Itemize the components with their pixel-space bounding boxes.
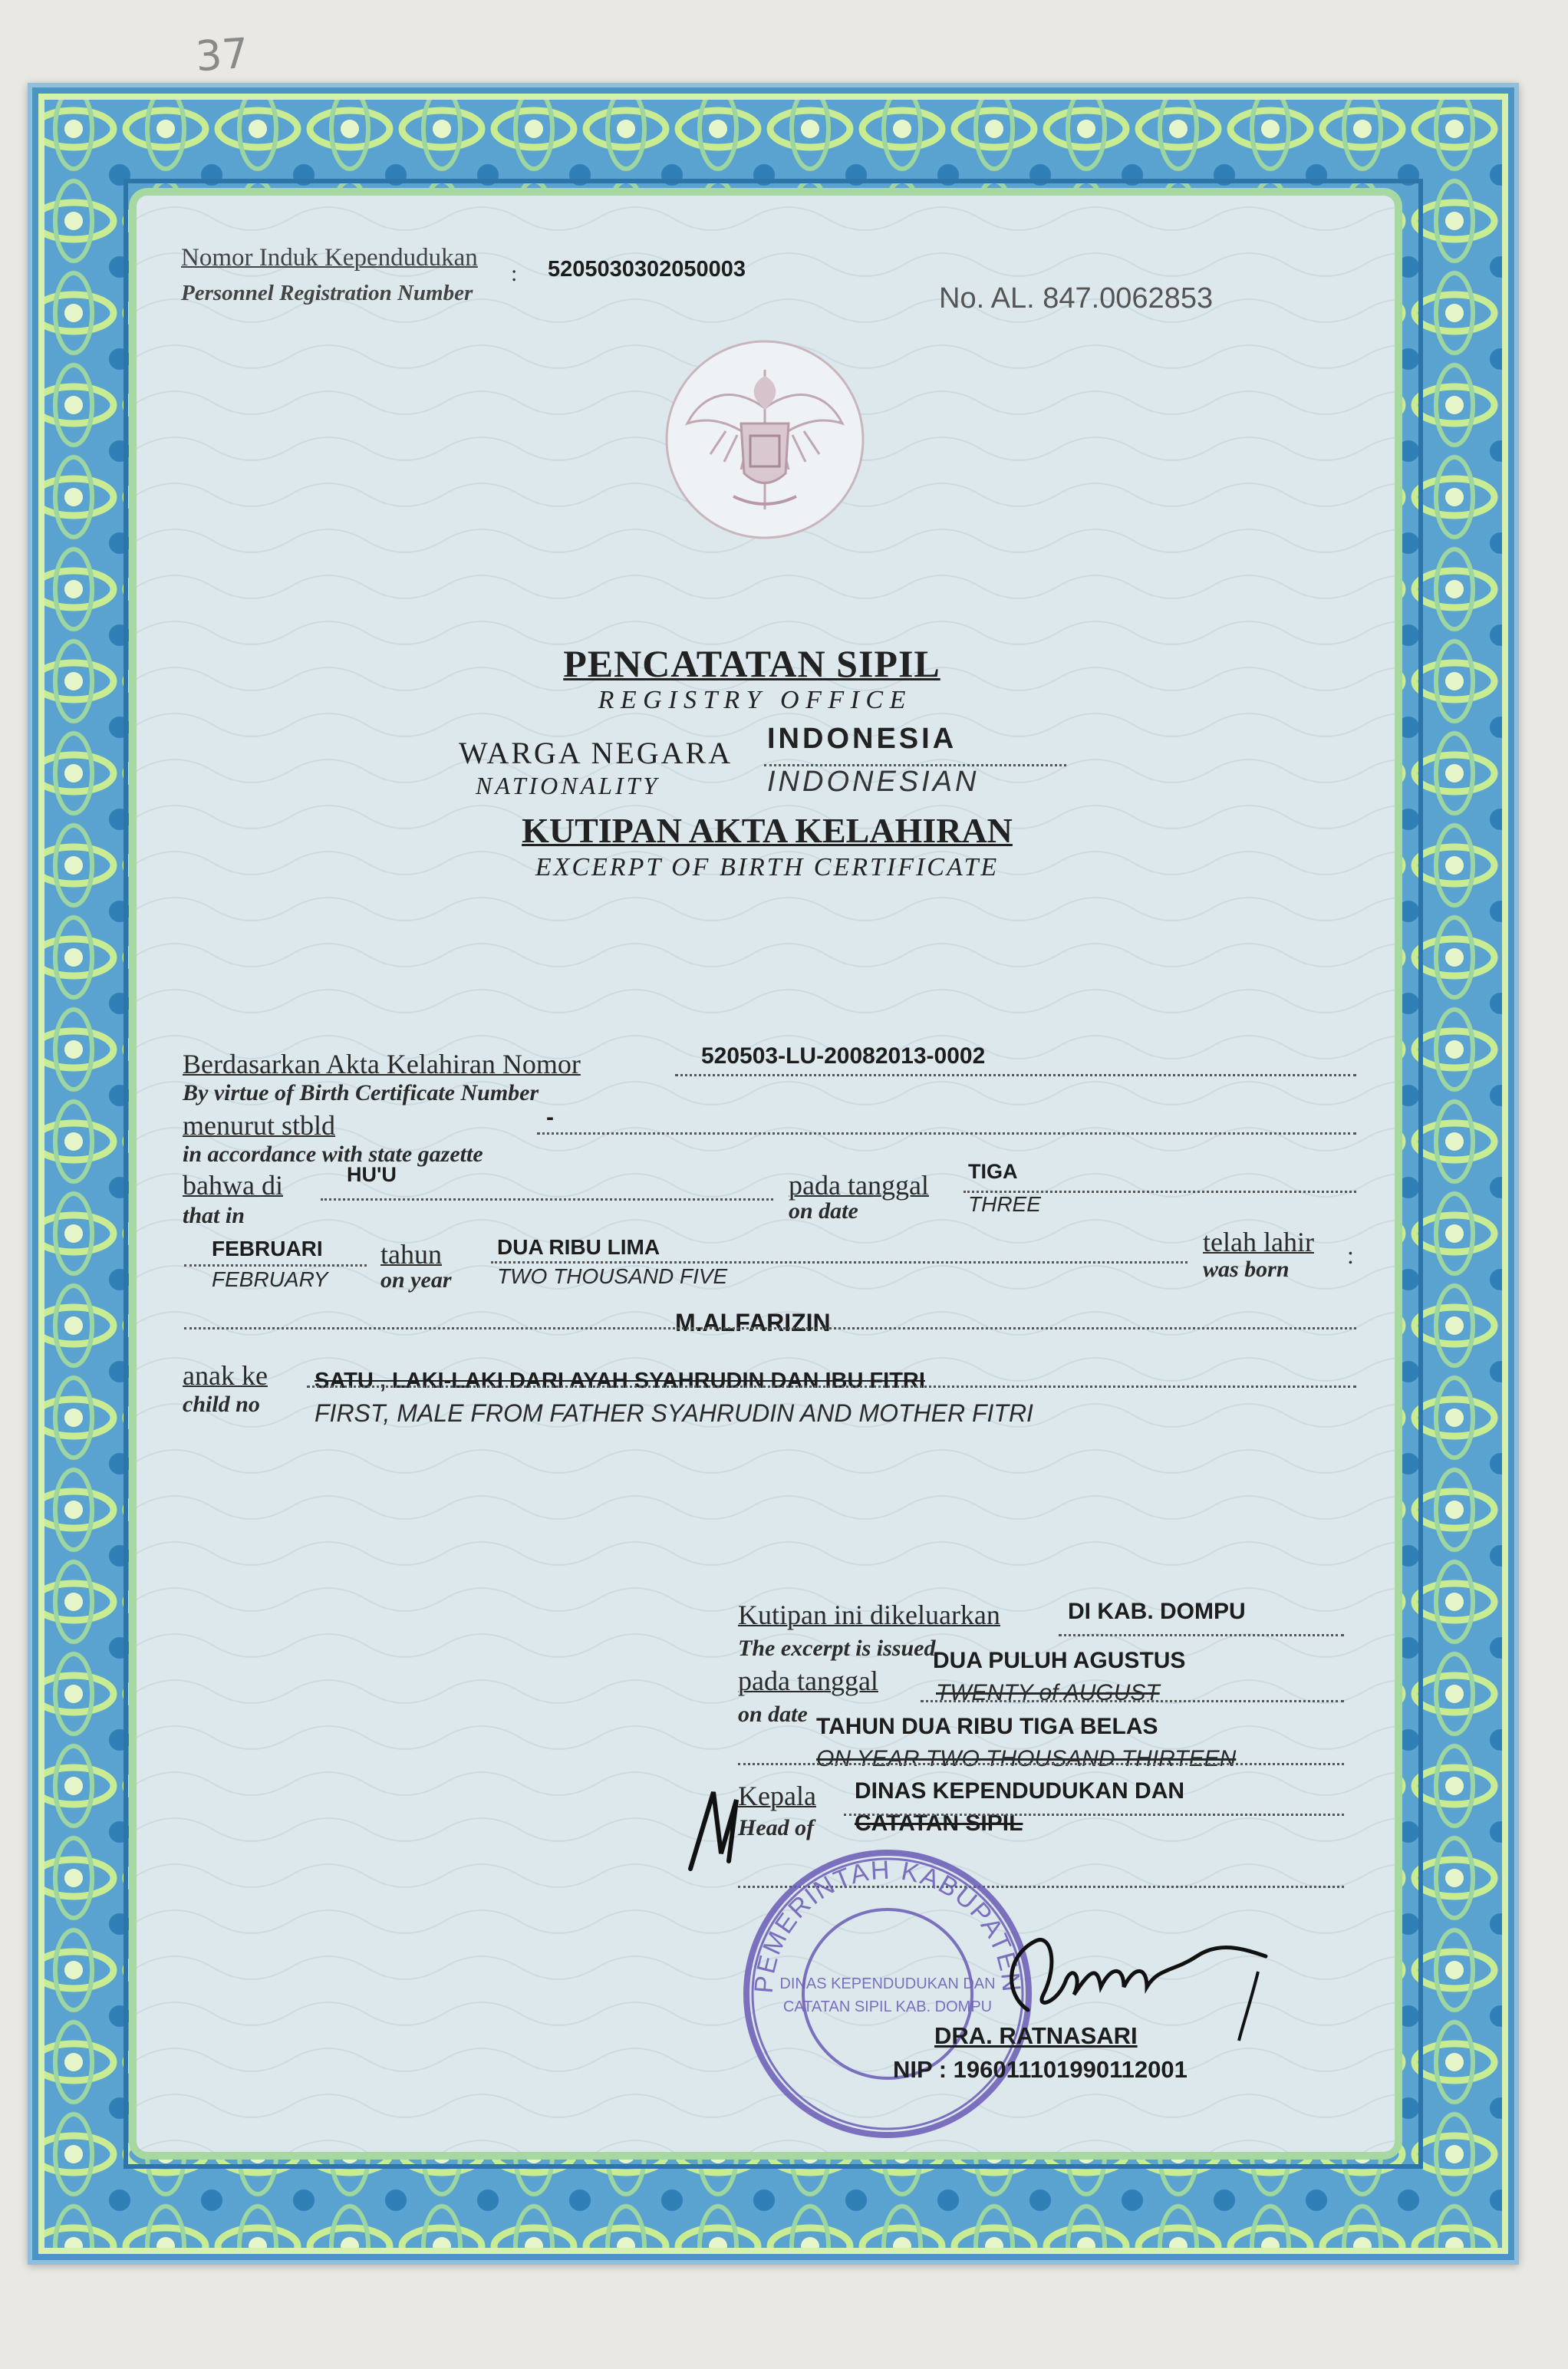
nik-value: 5205030302050003 bbox=[548, 257, 746, 282]
issued-place-dots bbox=[1059, 1634, 1344, 1636]
issued-label: Kutipan ini dikeluarkan bbox=[738, 1600, 1000, 1630]
issue-year-value-en: ON YEAR TWO THOUSAND THIRTEEN bbox=[816, 1746, 1237, 1771]
nationality-label: WARGA NEGARA bbox=[459, 736, 733, 770]
cert-number-value: 520503-LU-20082013-0002 bbox=[701, 1043, 986, 1069]
issue-date-label: pada tanggal bbox=[738, 1666, 878, 1696]
birth-date-label: pada tanggal bbox=[789, 1170, 929, 1201]
issue-date-value-en: TWENTY of AUGUST bbox=[936, 1680, 1160, 1705]
child-no-dots bbox=[307, 1385, 1356, 1388]
issued-place-value: DI KAB. DOMPU bbox=[1068, 1599, 1246, 1624]
paraf-initial-signature bbox=[675, 1777, 767, 1876]
document-title-en: EXCERPT OF BIRTH CERTIFICATE bbox=[535, 853, 1000, 881]
child-no-label-en: child no bbox=[183, 1392, 260, 1417]
child-no-label: anak ke bbox=[183, 1360, 268, 1391]
issued-label-en: The excerpt is issued bbox=[738, 1636, 936, 1661]
garuda-emblem-icon bbox=[664, 339, 865, 540]
birth-date-value-en: THREE bbox=[968, 1192, 1041, 1216]
nationality-value: INDONESIA bbox=[767, 723, 957, 755]
birth-place-dots bbox=[321, 1198, 773, 1201]
head-label-en: Head of bbox=[738, 1815, 815, 1840]
serial-number: No. AL. 847.0062853 bbox=[939, 282, 1214, 315]
document-title: KUTIPAN AKTA KELAHIRAN bbox=[522, 811, 1013, 850]
child-no-value-en: FIRST, MALE FROM FATHER SYAHRUDIN AND MOTHER FITRI bbox=[315, 1399, 1033, 1427]
head-dots bbox=[844, 1814, 1344, 1816]
born-label-en: was born bbox=[1203, 1257, 1290, 1282]
birth-year-value: DUA RIBU LIMA bbox=[497, 1235, 660, 1259]
birth-date-dots bbox=[964, 1191, 1356, 1193]
birth-year-dots bbox=[491, 1261, 1188, 1264]
signatory-name: DRA. RATNASARI bbox=[934, 2022, 1138, 2049]
issue-date-dots bbox=[921, 1700, 1344, 1702]
signatory-nip: NIP : 196011101990112001 bbox=[893, 2056, 1188, 2083]
stbld-label: menurut stbld bbox=[183, 1110, 335, 1141]
child-name-dots bbox=[184, 1327, 1356, 1329]
cert-number-label: Berdasarkan Akta Kelahiran Nomor bbox=[183, 1049, 581, 1079]
office-title: PENCATATAN SIPIL bbox=[563, 642, 940, 685]
birth-date-value: TIGA bbox=[968, 1160, 1018, 1183]
cert-number-dots bbox=[675, 1074, 1356, 1076]
stamp-inner-line2: CATATAN SIPIL KAB. DOMPU bbox=[782, 1998, 993, 2015]
birth-month-value: FEBRUARI bbox=[212, 1237, 323, 1260]
head-label: Kepala bbox=[738, 1781, 816, 1811]
issue-year-value: TAHUN DUA RIBU TIGA BELAS bbox=[816, 1714, 1158, 1739]
cert-number-label-en: By virtue of Birth Certificate Number bbox=[183, 1080, 539, 1105]
nik-label-en: Personnel Registration Number bbox=[181, 281, 473, 305]
birth-date-label-en: on date bbox=[789, 1198, 858, 1224]
nik-label: Nomor Induk Kependudukan bbox=[181, 244, 478, 272]
issue-date-label-en: on date bbox=[738, 1702, 808, 1727]
issue-date-value: DUA PULUH AGUSTUS bbox=[933, 1648, 1186, 1673]
pencil-page-number: 37 bbox=[193, 28, 250, 81]
office-title-en: R E G I S T R Y O F F I C E bbox=[598, 686, 906, 714]
born-colon: : bbox=[1347, 1241, 1354, 1269]
birth-month-dots bbox=[184, 1264, 367, 1267]
nationality-label-en: NATIONALITY bbox=[476, 772, 660, 799]
stbld-label-en: in accordance with state gazette bbox=[183, 1142, 483, 1167]
child-name: M.ALFARIZIN bbox=[675, 1309, 831, 1336]
stamp-outer-text: PEMERINTAH KABUPATEN bbox=[749, 1855, 1026, 1995]
birth-place-label-en: that in bbox=[183, 1203, 245, 1228]
birth-month-value-en: FEBRUARY bbox=[212, 1267, 328, 1291]
nationality-value-en: INDONESIAN bbox=[767, 766, 980, 798]
birth-year-label-en: on year bbox=[380, 1267, 452, 1293]
stbld-value: - bbox=[546, 1105, 554, 1130]
head-value-line1: DINAS KEPENDUDUKAN DAN bbox=[855, 1778, 1185, 1804]
child-no-value: SATU , LAKI-LAKI DARI AYAH SYAHRUDIN DAN IBU FITRI bbox=[315, 1369, 925, 1393]
birth-place-value: HU'U bbox=[347, 1163, 397, 1186]
nik-colon: : bbox=[511, 261, 518, 286]
birth-place-label: bahwa di bbox=[183, 1170, 283, 1201]
stbld-dots bbox=[537, 1132, 1356, 1135]
born-label: telah lahir bbox=[1203, 1227, 1314, 1257]
head-value-line2: CATATAN SIPIL bbox=[855, 1811, 1023, 1836]
birth-year-label: tahun bbox=[380, 1239, 442, 1270]
stamp-inner-line1: DINAS KEPENDUDUKAN DAN bbox=[779, 1975, 996, 1992]
birth-year-value-en: TWO THOUSAND FIVE bbox=[497, 1264, 728, 1288]
issue-year-dots bbox=[738, 1763, 1344, 1765]
